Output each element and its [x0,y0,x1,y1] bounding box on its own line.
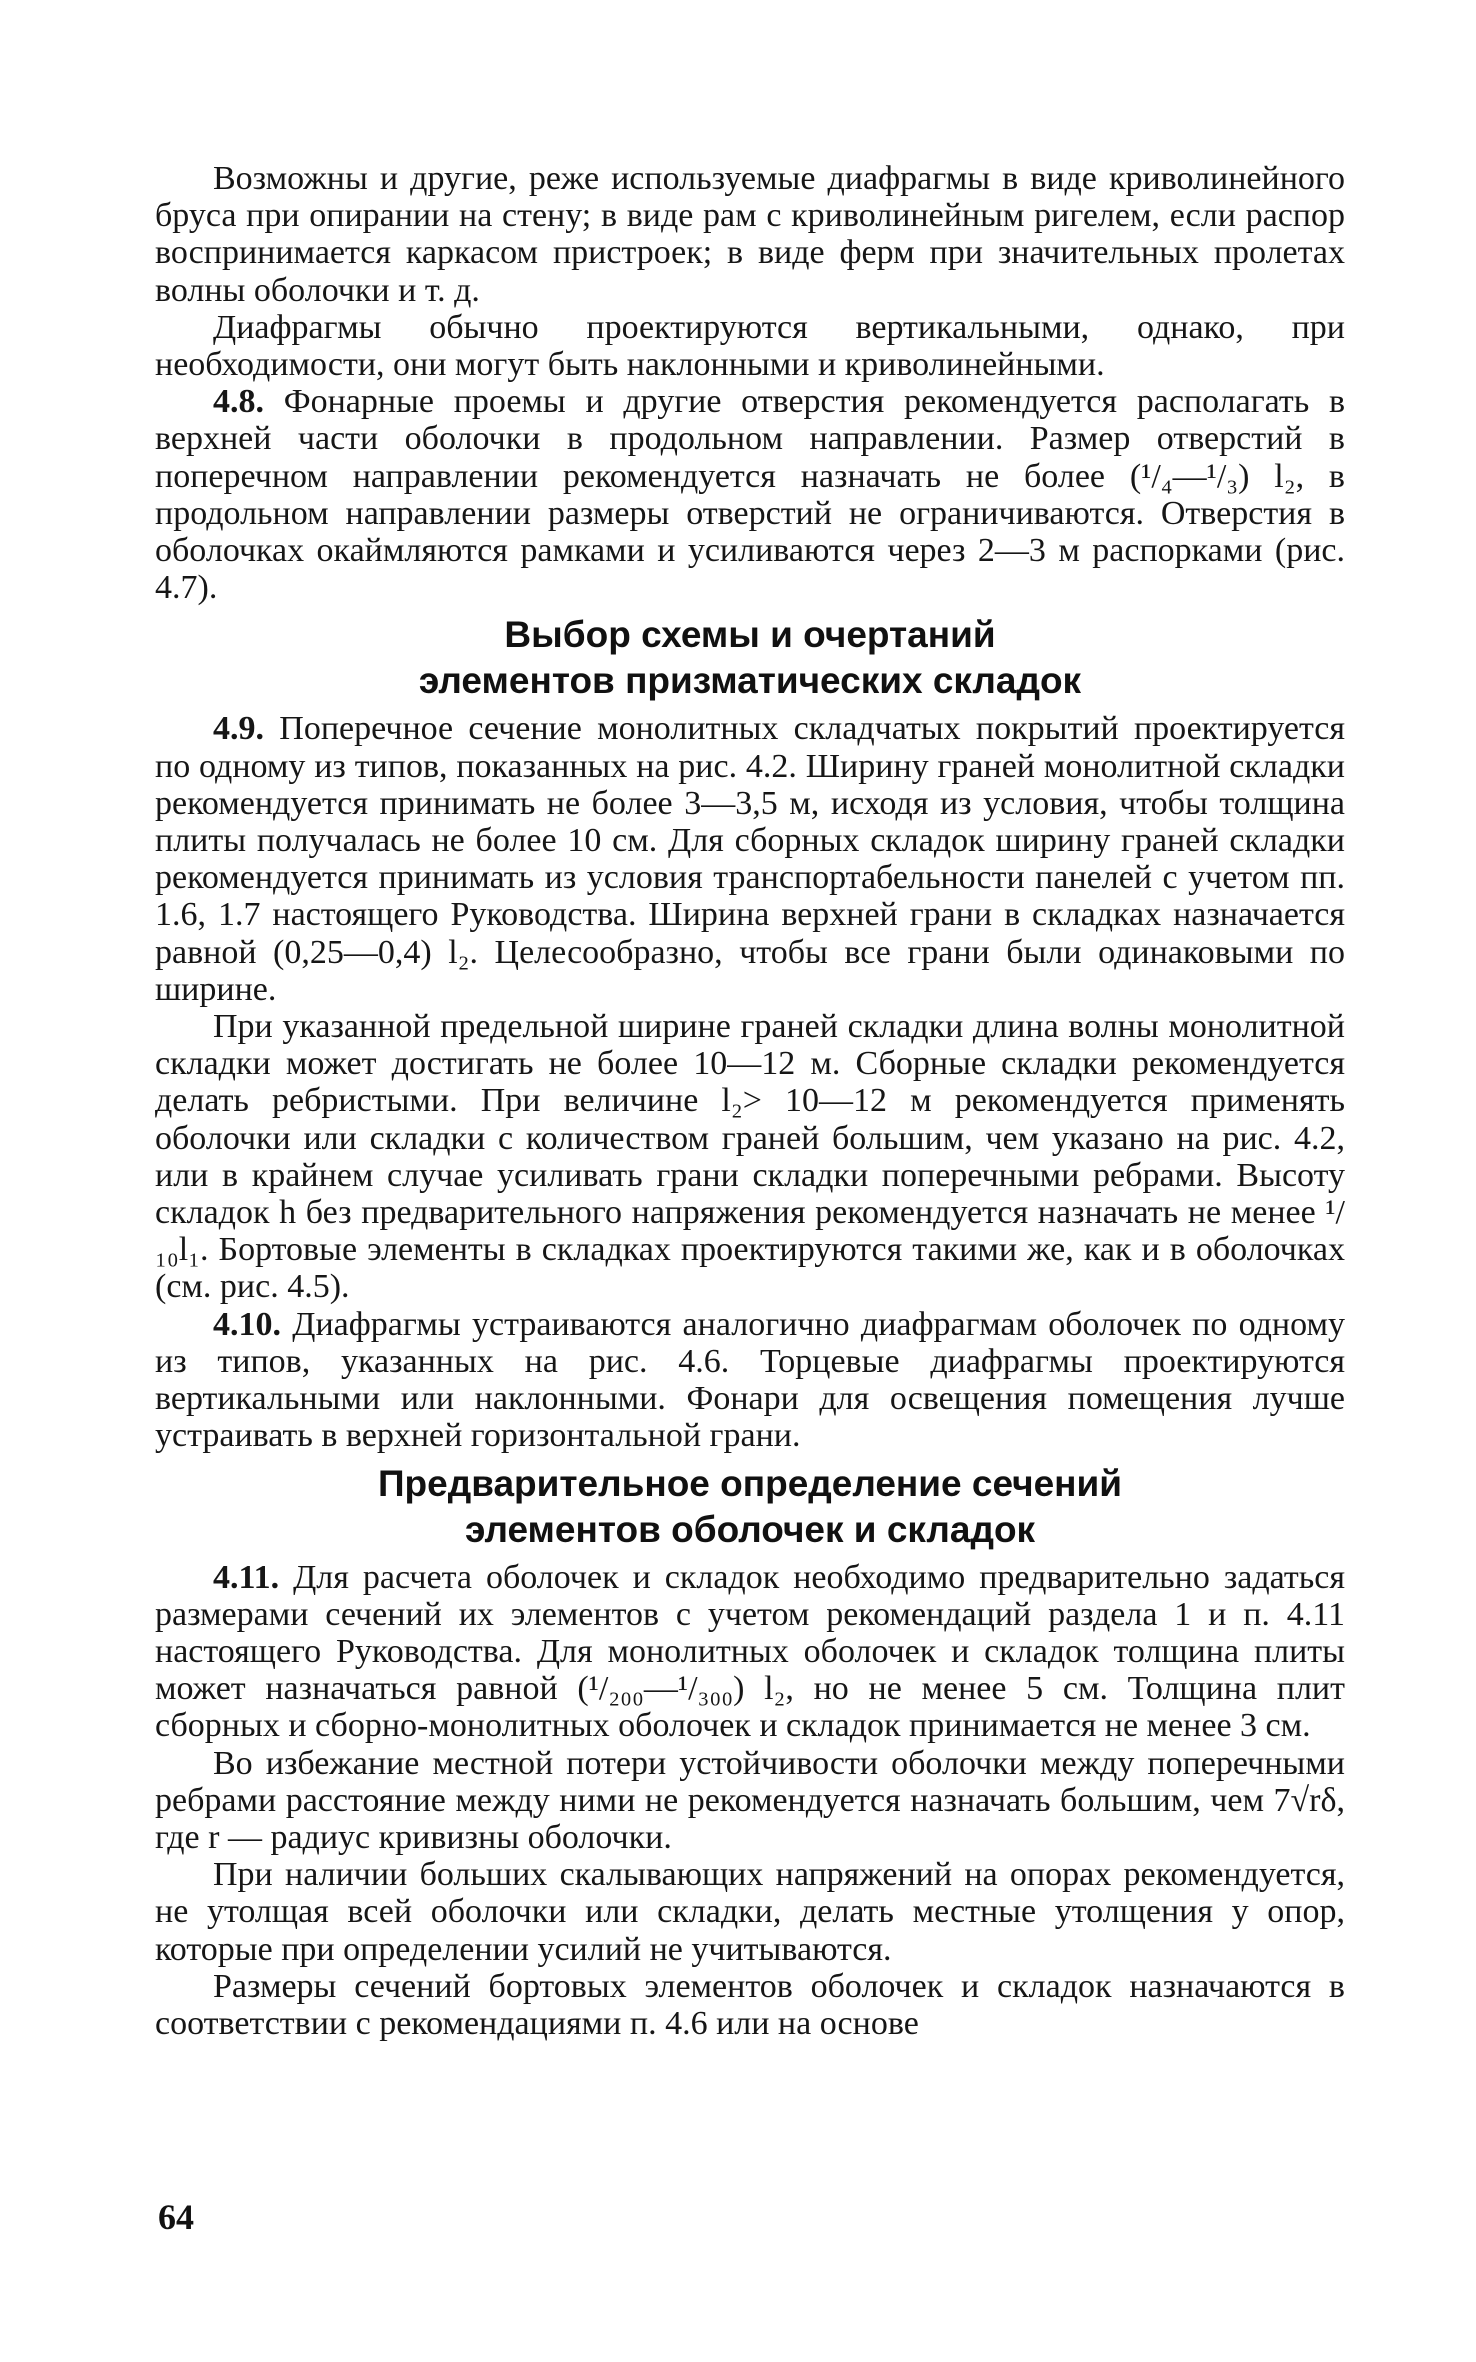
paragraph-4-8 [155,383,1345,606]
paragraph-4-9-continued: При указанной предельной ширине граней складки длина волны монолитной складки может достигать не более 10—12 м. Сборные складки рекомендуется делать ребристыми. При величине l₂> 10—12 м рекомендуется применять оболочки или складки с количеством граней большим, чем указано на рис. 4.2, или в крайнем случае усиливать грани складки поперечными ребрами. Высоту складок h без предварительного напряжения рекомендуется назначать не менее ¹/₁₀l₁. Бортовые элементы в складках проектируются такими же, как и в оболочках (см. рис. 4.5). [155,1008,1345,1306]
clause-number: 4.11. [213,1558,280,1596]
clause-text: Для расчета оболочек и складок необходимо предварительно задаться размерами сечений их элементов с учетом рекомендаций раздела 1 и п. 4.11 настоящего Руководства. Для монолитных оболочек и складок толщина плиты может назначаться равной (¹/₂₀₀—¹/₃₀₀) l₂, но не менее 5 см. Толщина плит сборных и сборно-монолитных оболочек и складок принимается не менее 3 см. [155,1558,1345,1745]
paragraph-diaphragm-types: Возможны и другие, реже используемые диафрагмы в виде криволинейного бруса при опирании на стену; в виде рам с криволинейным ригелем, если распор воспринимается каркасом пристроек; в виде ферм при значительных пролетах волны оболочки и т. д. [155,160,1345,309]
section-heading-preliminary-sections [155,1461,1345,1553]
page-number: 64 [158,2197,194,2237]
clause-text: Фонарные проемы и другие отверстия рекомендуется располагать в верхней части оболочки в продольном направлении. Размер отверстий в поперечном направлении рекомендуется назначать не более (¹/₄—¹/₃) l₂, в продольном направлении размеры отверстий не ограничиваются. Отверстия в оболочках окаймляются рамками и усиливаются через 2—3 м распорками (рис. 4.7). [155,383,1345,607]
paragraph-shear-stress: При наличии больших скалывающих напряжений на опорах рекомендуется, не утолщая всей оболочки или складки, делать местные утолщения у опор, которые при определении усилий не учитываются. [155,1856,1345,1968]
heading-line-1: Выбор схемы и очертаний [504,614,996,656]
paragraph-edge-elements: Размеры сечений бортовых элементов оболочек и складок назначаются в соответствии с рекомендациями п. 4.6 или на основе [155,1967,1345,2042]
paragraph-stability: Во избежание местной потери устойчивости оболочки между поперечными ребрами расстояние между ними не рекомендуется назначать большим, чем 7√rδ, где r — радиус кривизны оболочки. [155,1744,1345,1856]
clause-number: 4.8. [213,383,264,421]
paragraph-4-9 [155,710,1345,1008]
heading-line-2: элементов призматических складок [418,660,1082,702]
clause-text: Диафрагмы устраиваются аналогично диафрагмам оболочек по одному из типов, указанных на рис. 4.6. Торцевые диафрагмы проектируются вертикальными или наклонными. Фонари для освещения помещения лучше устраивать в верхней горизонтальной грани. [155,1305,1345,1455]
page-body [155,160,1345,2042]
paragraph-4-10 [155,1306,1345,1455]
section-heading-prismatic-folds [155,612,1345,704]
paragraph-4-11 [155,1559,1345,1745]
clause-number: 4.10. [213,1305,281,1343]
heading-line-2: элементов оболочек и складок [464,1508,1036,1550]
clause-text: Поперечное сечение монолитных складчатых покрытий проектируется по одному из типов, показанных на рис. 4.2. Ширину граней монолитной складки рекомендуется принимать не более 3—3,5 м, исходя из условия, чтобы толщина плиты получалась не более 10 см. Для сборных складок ширину граней складки рекомендуется принимать из условия транспортабельности панелей с учетом пп. 1.6, 1.7 настоящего Руководства. Ширина верхней грани в складках назначается равной (0,25—0,4) l₂. Целесообразно, чтобы все грани были одинаковыми по ширине. [155,710,1345,1008]
clause-number: 4.9. [213,710,264,748]
paragraph-diaphragm-orientation: Диафрагмы обычно проектируются вертикальными, однако, при необходимости, они могут быть наклонными и криволинейными. [155,308,1345,384]
heading-line-1: Предварительное определение сечений [377,1462,1123,1504]
